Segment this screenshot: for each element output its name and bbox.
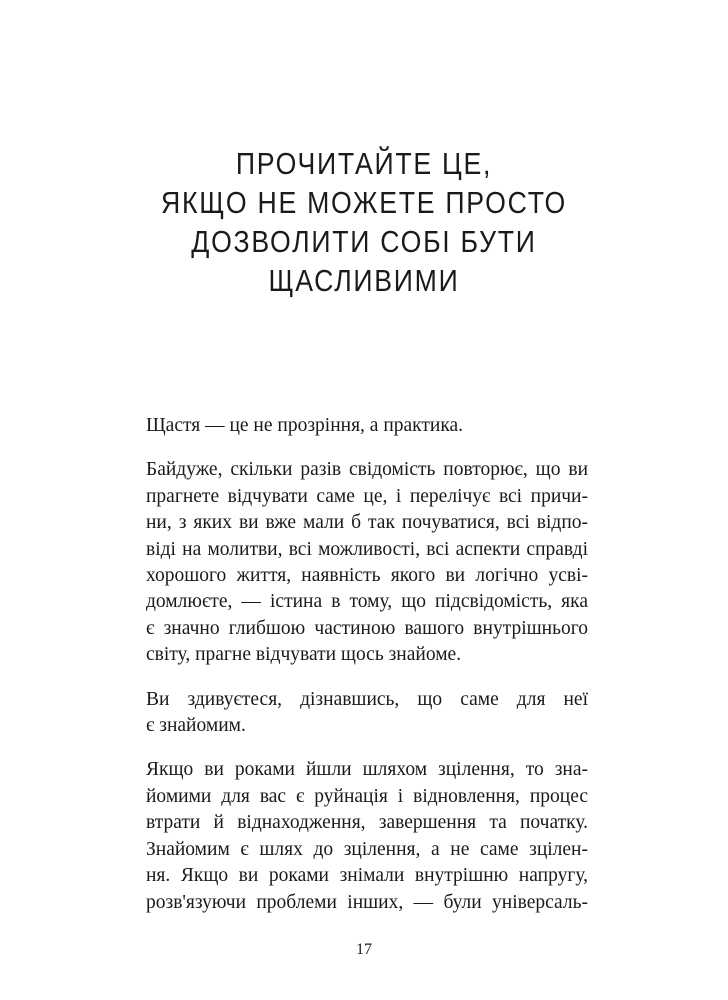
text-line: розв'язуючи проблеми інших, — були універсаль- <box>146 891 588 913</box>
chapter-title-line: ПРОЧИТАЙТЕ ЦЕ, <box>235 146 493 181</box>
text-line: Байдуже, скільки разів свідомість повторює, що ви <box>146 459 588 481</box>
paragraph <box>146 687 588 740</box>
text-line: Знайомим є шлях до зцілення, а не саме зцілен- <box>146 838 588 860</box>
text-line: світу, прагне відчувати щось знайоме. <box>146 644 462 666</box>
page-number: 17 <box>356 941 372 958</box>
text-line: ни, з яких ви вже мали б так почуватися, всі відпо- <box>146 512 588 534</box>
text-line: є знайомим. <box>146 715 246 737</box>
text-line: Щастя — це не прозріння, а практика. <box>146 415 464 436</box>
text-line: домлюєте, — істина в тому, що підсвідомість, яка <box>146 591 588 613</box>
body-text <box>146 413 588 934</box>
text-line: віді на молитви, всі можливості, всі аспекти справді <box>146 538 588 560</box>
paragraph <box>146 757 588 915</box>
paragraph <box>146 457 588 668</box>
text-line: Ви здивуєтеся, дізнавшись, що саме для неї <box>146 688 588 710</box>
text-line: ня. Якщо ви роками знімали внутрішню напругу, <box>146 865 588 887</box>
text-line: є значно глибшою частиною вашого внутрішнього <box>146 617 588 639</box>
text-line: прагнете відчувати саме це, і перелічує всі причи- <box>146 485 588 507</box>
text-line: Якщо ви роками йшли шляхом зцілення, то зна- <box>146 759 588 781</box>
text-line: втрати й віднаходження, завершення та початку. <box>146 812 588 834</box>
chapter-title-line: ЯКЩО НЕ МОЖЕТЕ ПРОСТО <box>160 185 568 220</box>
chapter-title-line: ДОЗВОЛИТИ СОБІ БУТИ <box>191 224 537 259</box>
chapter-title-line: ЩАСЛИВИМИ <box>268 263 460 298</box>
text-line: хорошого життя, наявність якого ви логічно усві- <box>146 565 588 587</box>
text-line: йомими для вас є руйнація і відновлення, процес <box>146 785 588 807</box>
paragraph <box>146 413 588 439</box>
chapter-title <box>137 144 591 300</box>
